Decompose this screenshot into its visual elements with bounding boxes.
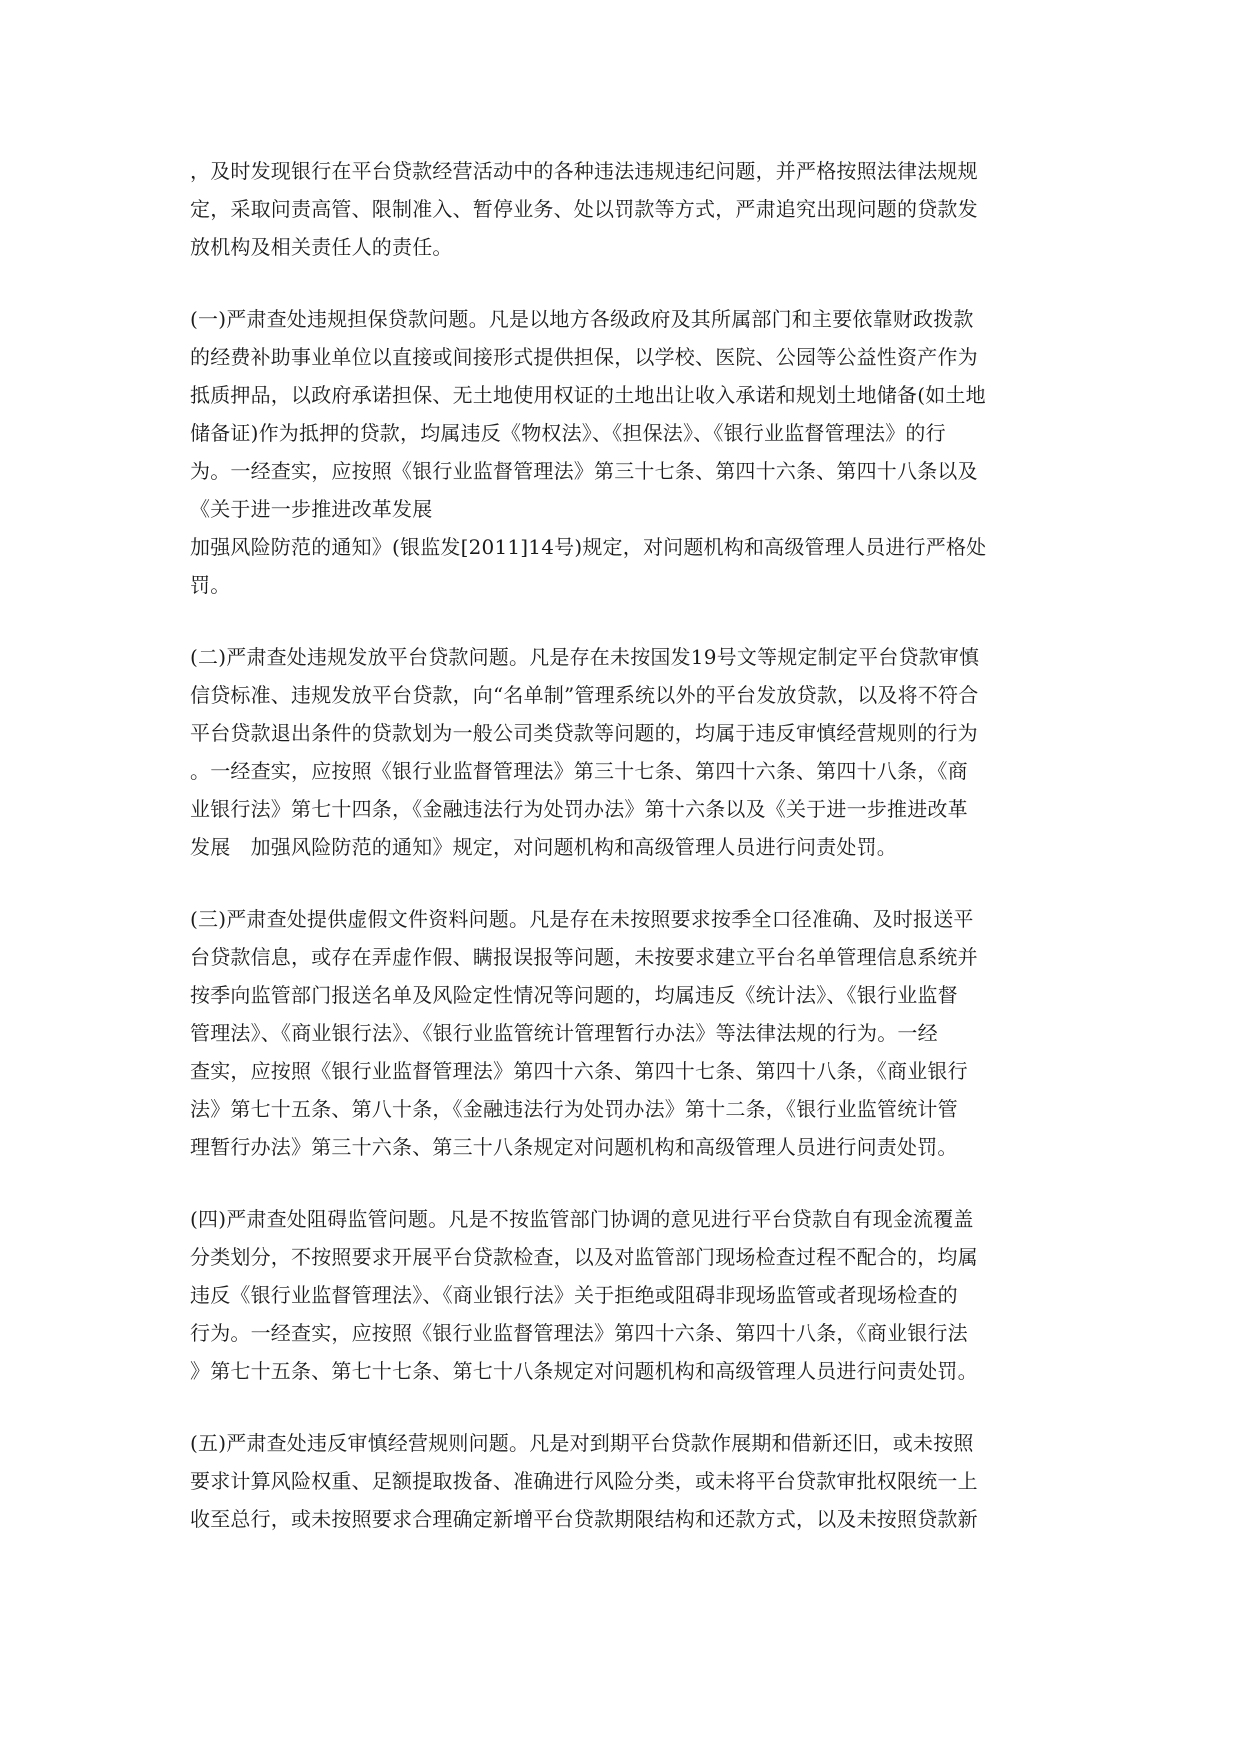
text-line: 储备证)作为抵押的贷款，均属违反《物权法》、《担保法》、《银行业监督管理法》的行 xyxy=(190,421,946,445)
text-line: 。一经查实，应按照《银行业监督管理法》第三十七条、第四十六条、第四十八条，《商 xyxy=(190,759,968,783)
section-1-paragraph xyxy=(190,300,1058,604)
text-line: (五)严肃查处违反审慎经营规则问题。凡是对到期平台贷款作展期和借新还旧，或未按照 xyxy=(190,1431,974,1455)
text-line: 》第七十五条、第七十七条、第七十八条规定对问题机构和高级管理人员进行问责处罚。 xyxy=(190,1359,978,1383)
text-line: 定，采取问责高管、限制准入、暂停业务、处以罚款等方式，严肃追究出现问题的贷款发 xyxy=(190,197,978,221)
text-line: 违反《银行业监督管理法》、《商业银行法》关于拒绝或阻碍非现场监管或者现场检查的 xyxy=(190,1283,958,1307)
text-line: 查实，应按照《银行业监督管理法》第四十六条、第四十七条、第四十八条，《商业银行 xyxy=(190,1059,968,1083)
text-line: ，及时发现银行在平台贷款经营活动中的各种违法违规违纪问题，并严格按照法律法规规 xyxy=(190,159,978,183)
text-line: 罚。 xyxy=(190,573,231,597)
text-line: 理暂行办法》第三十六条、第三十八条规定对问题机构和高级管理人员进行问责处罚。 xyxy=(190,1135,958,1159)
text-line: 发展 加强风险防范的通知》规定，对问题机构和高级管理人员进行问责处罚。 xyxy=(190,835,897,859)
text-line: 信贷标准、违规发放平台贷款，向“名单制”管理系统以外的平台发放贷款，以及将不符合 xyxy=(190,683,979,707)
text-line: 按季向监管部门报送名单及风险定性情况等问题的，均属违反《统计法》、《银行业监督 xyxy=(190,983,958,1007)
text-line: 放机构及相关责任人的责任。 xyxy=(190,235,453,259)
text-line: (一)严肃查处违规担保贷款问题。凡是以地方各级政府及其所属部门和主要依靠财政拨款 xyxy=(190,307,974,331)
intro-paragraph xyxy=(190,152,1058,266)
section-4-paragraph xyxy=(190,1200,1058,1390)
text-line: 收至总行，或未按照要求合理确定新增平台贷款期限结构和还款方式，以及未按照贷款新 xyxy=(190,1507,978,1531)
text-line: 平台贷款退出条件的贷款划为一般公司类贷款等问题的，均属于违反审慎经营规则的行为 xyxy=(190,721,978,745)
section-5-paragraph xyxy=(190,1424,1058,1538)
text-line: 《关于进一步推进改革发展 xyxy=(190,497,433,521)
text-line: 抵质押品，以政府承诺担保、无土地使用权证的土地出让收入承诺和规划土地储备(如土地 xyxy=(190,383,986,407)
text-line: 加强风险防范的通知》(银监发[2011]14号)规定，对问题机构和高级管理人员进行严格处 xyxy=(190,535,987,559)
section-3-paragraph xyxy=(190,900,1058,1166)
section-2-paragraph xyxy=(190,638,1058,866)
text-line: 要求计算风险权重、足额提取拨备、准确进行风险分类，或未将平台贷款审批权限统一上 xyxy=(190,1469,978,1493)
text-line: 台贷款信息，或存在弄虚作假、瞒报误报等问题，未按要求建立平台名单管理信息系统并 xyxy=(190,945,978,969)
text-line: 行为。一经查实，应按照《银行业监督管理法》第四十六条、第四十八条，《商业银行法 xyxy=(190,1321,968,1345)
text-line: 业银行法》第七十四条，《金融违法行为处罚办法》第十六条以及《关于进一步推进改革 xyxy=(190,797,968,821)
text-line: 分类划分，不按照要求开展平台贷款检查，以及对监管部门现场检查过程不配合的，均属 xyxy=(190,1245,978,1269)
text-line: 的经费补助事业单位以直接或间接形式提供担保，以学校、医院、公园等公益性资产作为 xyxy=(190,345,978,369)
text-line: 法》第七十五条、第八十条，《金融违法行为处罚办法》第十二条，《银行业监管统计管 xyxy=(190,1097,958,1121)
text-line: 为。一经查实，应按照《银行业监督管理法》第三十七条、第四十六条、第四十八条以及 xyxy=(190,459,978,483)
document-body xyxy=(190,152,1058,1538)
text-line: (三)严肃查处提供虚假文件资料问题。凡是存在未按照要求按季全口径准确、及时报送平 xyxy=(190,907,974,931)
text-line: (二)严肃查处违规发放平台贷款问题。凡是存在未按国发19号文等规定制定平台贷款审慎 xyxy=(190,645,980,669)
text-line: 管理法》、《商业银行法》、《银行业监管统计管理暂行办法》等法律法规的行为。一经 xyxy=(190,1021,938,1045)
text-line: (四)严肃查处阻碍监管问题。凡是不按监管部门协调的意见进行平台贷款自有现金流覆盖 xyxy=(190,1207,974,1231)
